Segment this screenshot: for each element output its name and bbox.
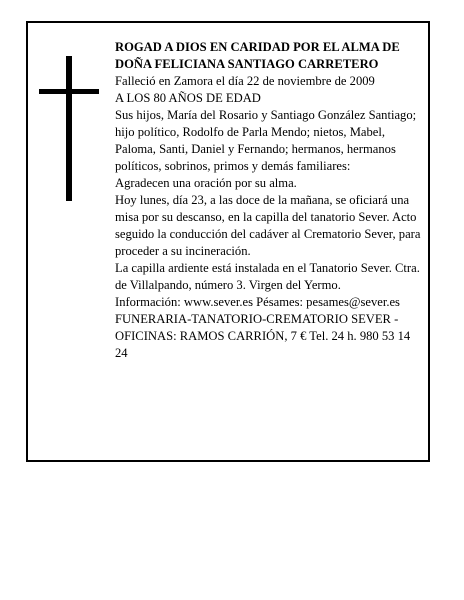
cross-horizontal-bar <box>39 89 99 94</box>
latin-cross-icon <box>39 56 99 201</box>
thanks-line: Agradecen una oración por su alma. <box>115 176 297 190</box>
death-date-line: Falleció en Zamora el día 22 de noviembre de 2009 <box>115 74 375 88</box>
age-line: A LOS 80 AÑOS DE EDAD <box>115 91 261 105</box>
family-list: Sus hijos, María del Rosario y Santiago González Santiago; hijo político, Rodolfo de Parla Mendo; nietos, Mabel, Paloma, Santi, Daniel y Fernando; hermanos, hermanos políticos, sobrinos, primos y demás familiares: <box>115 108 417 173</box>
cross-vertical-bar <box>66 56 72 201</box>
notice-heading: ROGAD A DIOS EN CARIDAD POR EL ALMA DE DOÑA FELICIANA SANTIAGO CARRETERO <box>115 40 400 71</box>
mass-details: Hoy lunes, día 23, a las doce de la mañana, se oficiará una misa por su descanso, en la capilla del tanatorio Sever. Acto seguido la conducción del cadáver al Crematorio Sever, para proceder a su incineración. <box>115 193 421 258</box>
funeral-home-info: FUNERARIA-TANATORIO-CREMATORIO SEVER - OFICINAS: RAMOS CARRIÓN, 7 € Tel. 24 h. 980 53 14 24 <box>115 312 411 360</box>
chapel-details: La capilla ardiente está instalada en el Tanatorio Sever. Ctra. de Villalpando, número 3. Virgen del Yermo. <box>115 261 420 292</box>
contact-info: Información: www.sever.es Pésames: pesames@sever.es <box>115 295 400 309</box>
notice-body <box>115 39 425 362</box>
obituary-notice <box>26 21 430 462</box>
